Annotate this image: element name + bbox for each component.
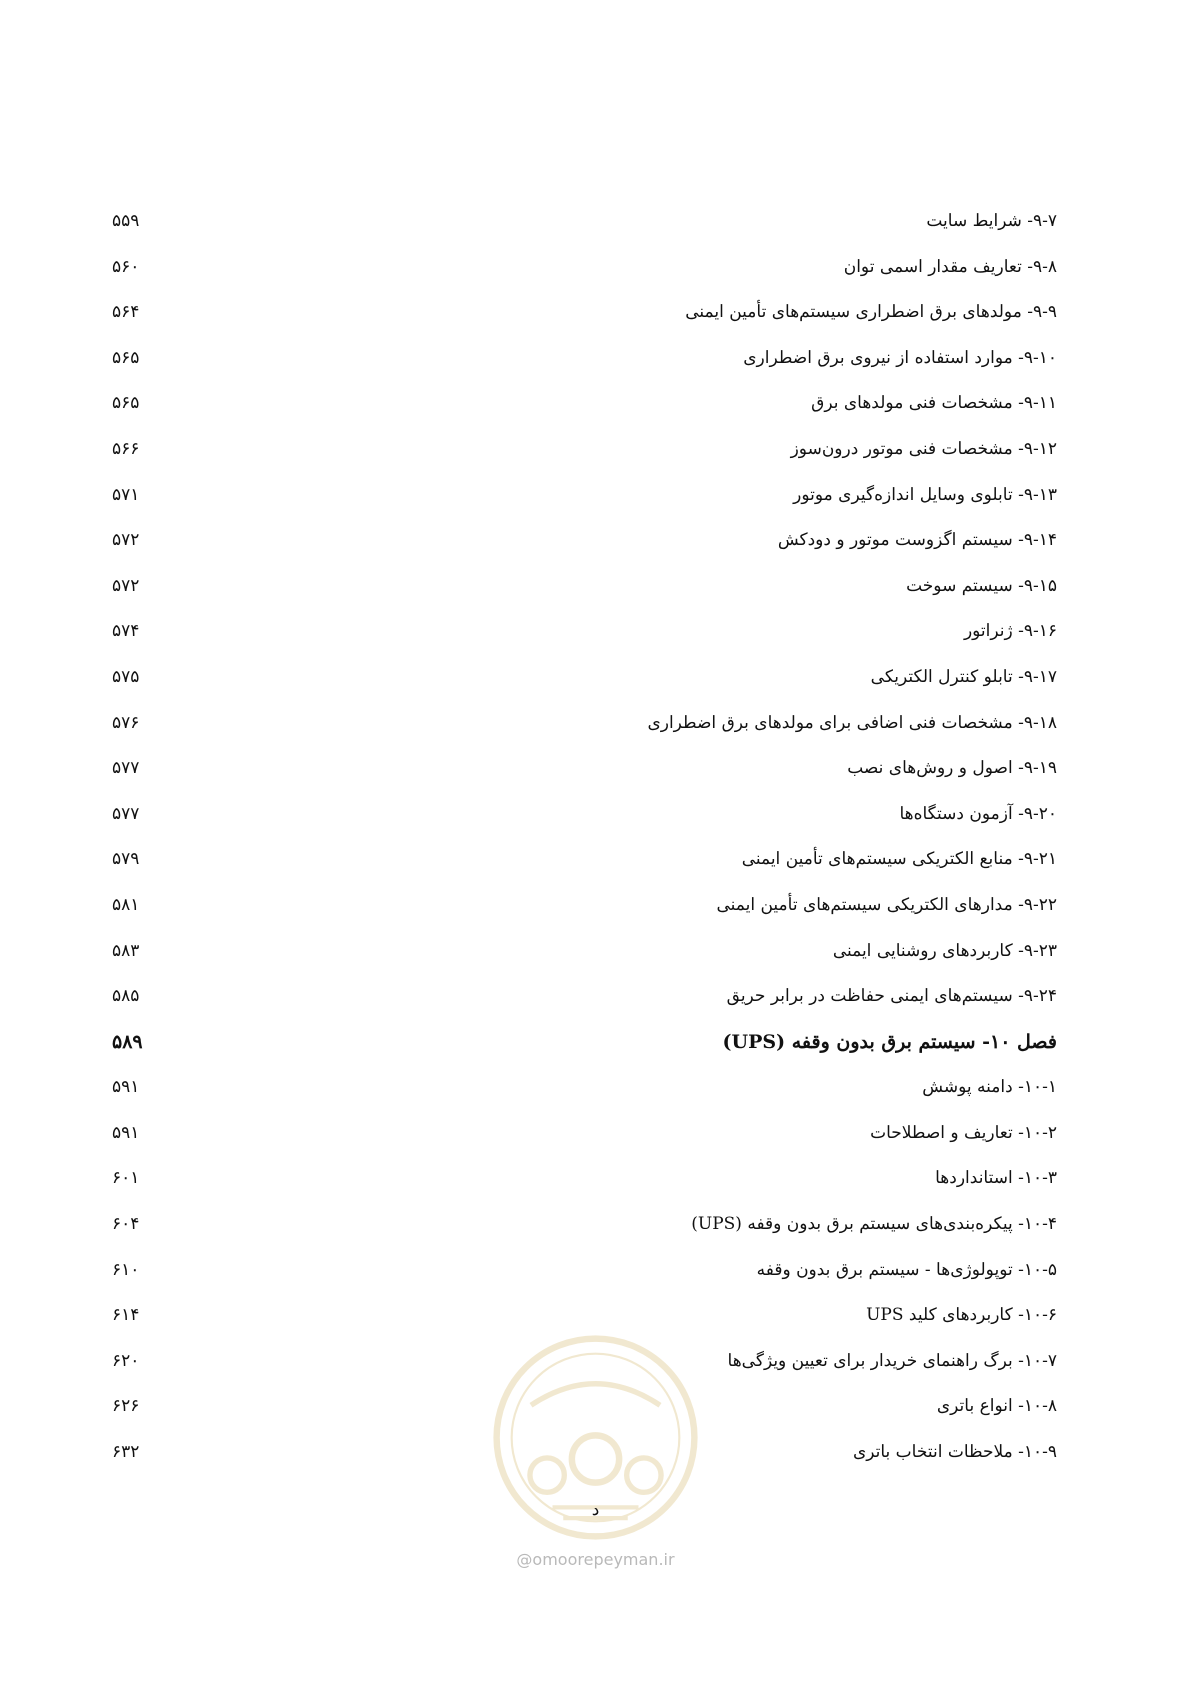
toc-entry-title: ۱۰-۵- توپولوژی‌ها - سیستم برق بدون وقفه <box>756 1259 1057 1280</box>
toc-entry-title: ۹-۱۹- اصول و روش‌های نصب <box>847 758 1057 779</box>
toc-entry-page: ۵۷۲ <box>112 530 140 551</box>
toc-entry-page: ۵۸۵ <box>112 986 140 1007</box>
toc-entry-page: ۵۸۱ <box>112 894 140 915</box>
toc-entry-page: ۵۷۷ <box>112 758 140 779</box>
toc-entry-page: ۵۶۶ <box>112 438 140 459</box>
toc-entry-page: ۵۹۱ <box>112 1077 140 1098</box>
toc-entry-title: فصل ۱۰- سیستم برق بدون وقفه (UPS) <box>722 1030 1057 1053</box>
toc-entry-page: ۵۶۴ <box>112 302 140 323</box>
table-of-contents <box>0 210 1191 1487</box>
toc-row <box>0 985 1191 1031</box>
toc-entry-page: ۶۲۶ <box>112 1396 140 1417</box>
toc-entry-page: ۵۷۱ <box>112 484 140 505</box>
toc-entry-page: ۵۷۵ <box>112 666 140 687</box>
toc-entry-page: ۶۱۰ <box>112 1259 140 1280</box>
toc-entry-title: ۱۰-۷- برگ راهنمای خریدار برای تعیین ویژگی‌ها <box>727 1350 1057 1371</box>
toc-entry-page: ۵۹۱ <box>112 1122 140 1143</box>
toc-entry-title: ۱۰-۴- پیکره‌بندی‌های سیستم برق بدون وقفه (UPS) <box>691 1214 1057 1235</box>
toc-entry-title: ۹-۱۱- مشخصات فنی مولدهای برق <box>811 393 1057 414</box>
toc-entry-page: ۵۶۵ <box>112 393 140 414</box>
toc-row <box>0 575 1191 621</box>
page-number: د <box>591 1500 600 1520</box>
toc-row <box>0 256 1191 302</box>
toc-row <box>0 347 1191 393</box>
toc-entry-title: ۱۰-۹- ملاحظات انتخاب باتری <box>852 1442 1057 1463</box>
toc-row <box>0 848 1191 894</box>
toc-row <box>0 392 1191 438</box>
toc-entry-page: ۵۸۹ <box>112 1030 143 1053</box>
toc-entry-page: ۶۳۲ <box>112 1442 140 1463</box>
toc-entry-page: ۵۷۶ <box>112 712 140 733</box>
toc-chapter-row <box>0 1031 1191 1077</box>
toc-entry-page: ۵۷۷ <box>112 803 140 824</box>
toc-entry-title: ۱۰-۸- انواع باتری <box>936 1396 1057 1417</box>
toc-entry-title: ۹-۲۰- آزمون دستگاه‌ها <box>899 803 1057 824</box>
toc-row <box>0 757 1191 803</box>
toc-entry-page: ۵۵۹ <box>112 211 140 231</box>
toc-entry-title: ۹-۷- شرایط سایت <box>926 211 1057 231</box>
toc-entry-title: ۹-۹- مولدهای برق اضطراری سیستم‌های تأمین ایمنی <box>685 302 1057 323</box>
toc-entry-title: ۹-۲۱- منابع الکتریکی سیستم‌های تأمین ایمنی <box>741 849 1057 870</box>
toc-entry-page: ۶۰۱ <box>112 1168 140 1189</box>
toc-entry-title: ۹-۱۴- سیستم اگزوست موتور و دودکش <box>777 530 1057 551</box>
toc-row <box>0 666 1191 712</box>
toc-entry-title: ۹-۲۲- مدارهای الکتریکی سیستم‌های تأمین ایمنی <box>716 894 1057 915</box>
toc-row <box>0 1213 1191 1259</box>
toc-entry-page: ۵۷۹ <box>112 849 140 870</box>
toc-entry-title: ۱۰-۶- کاربردهای کلید UPS <box>866 1305 1057 1326</box>
toc-entry-title: ۱۰-۳- استانداردها <box>935 1168 1057 1189</box>
toc-entry-title: ۹-۱۶- ژنراتور <box>963 621 1057 642</box>
toc-entry-page: ۶۲۰ <box>112 1350 140 1371</box>
toc-row <box>0 1167 1191 1213</box>
toc-entry-page: ۵۸۳ <box>112 940 140 961</box>
toc-entry-title: ۹-۱۳- تابلوی وسایل اندازه‌گیری موتور <box>793 484 1057 505</box>
toc-row <box>0 940 1191 986</box>
toc-entry-title: ۹-۱۵- سیستم سوخت <box>906 575 1057 596</box>
toc-row <box>0 529 1191 575</box>
toc-row <box>0 1122 1191 1168</box>
toc-row <box>0 438 1191 484</box>
toc-row <box>0 484 1191 530</box>
toc-entry-page: ۵۷۴ <box>112 621 140 642</box>
toc-entry-page: ۵۶۵ <box>112 347 140 368</box>
toc-row <box>0 301 1191 347</box>
toc-entry-title: ۹-۱۸- مشخصات فنی اضافی برای مولدهای برق اضطراری <box>647 712 1057 733</box>
toc-entry-title: ۹-۲۴- سیستم‌های ایمنی حفاظت در برابر حریق <box>726 986 1057 1007</box>
toc-entry-page: ۵۶۰ <box>112 256 140 277</box>
toc-row <box>0 803 1191 849</box>
toc-entry-title: ۹-۱۷- تابلو کنترل الکتریکی <box>870 666 1057 687</box>
toc-row <box>0 894 1191 940</box>
toc-row <box>0 620 1191 666</box>
toc-row <box>0 1076 1191 1122</box>
toc-entry-page: ۶۰۴ <box>112 1214 140 1235</box>
toc-entry-title: ۹-۲۳- کاربردهای روشنایی ایمنی <box>832 940 1057 961</box>
toc-row <box>0 712 1191 758</box>
toc-entry-page: ۵۷۲ <box>112 575 140 596</box>
toc-entry-title: ۱۰-۱- دامنه پوشش <box>922 1077 1057 1098</box>
toc-entry-title: ۹-۱۰- موارد استفاده از نیروی برق اضطراری <box>743 347 1057 368</box>
toc-entry-title: ۱۰-۲- تعاریف و اصطلاحات <box>870 1122 1057 1143</box>
toc-row <box>0 1259 1191 1305</box>
toc-row <box>0 210 1191 256</box>
watermark-site: @omoorepeyman.ir <box>516 1550 675 1569</box>
toc-entry-page: ۶۱۴ <box>112 1305 140 1326</box>
toc-entry-title: ۹-۸- تعاریف مقدار اسمی توان <box>843 256 1057 277</box>
toc-entry-title: ۹-۱۲- مشخصات فنی موتور درون‌سوز <box>790 438 1057 459</box>
